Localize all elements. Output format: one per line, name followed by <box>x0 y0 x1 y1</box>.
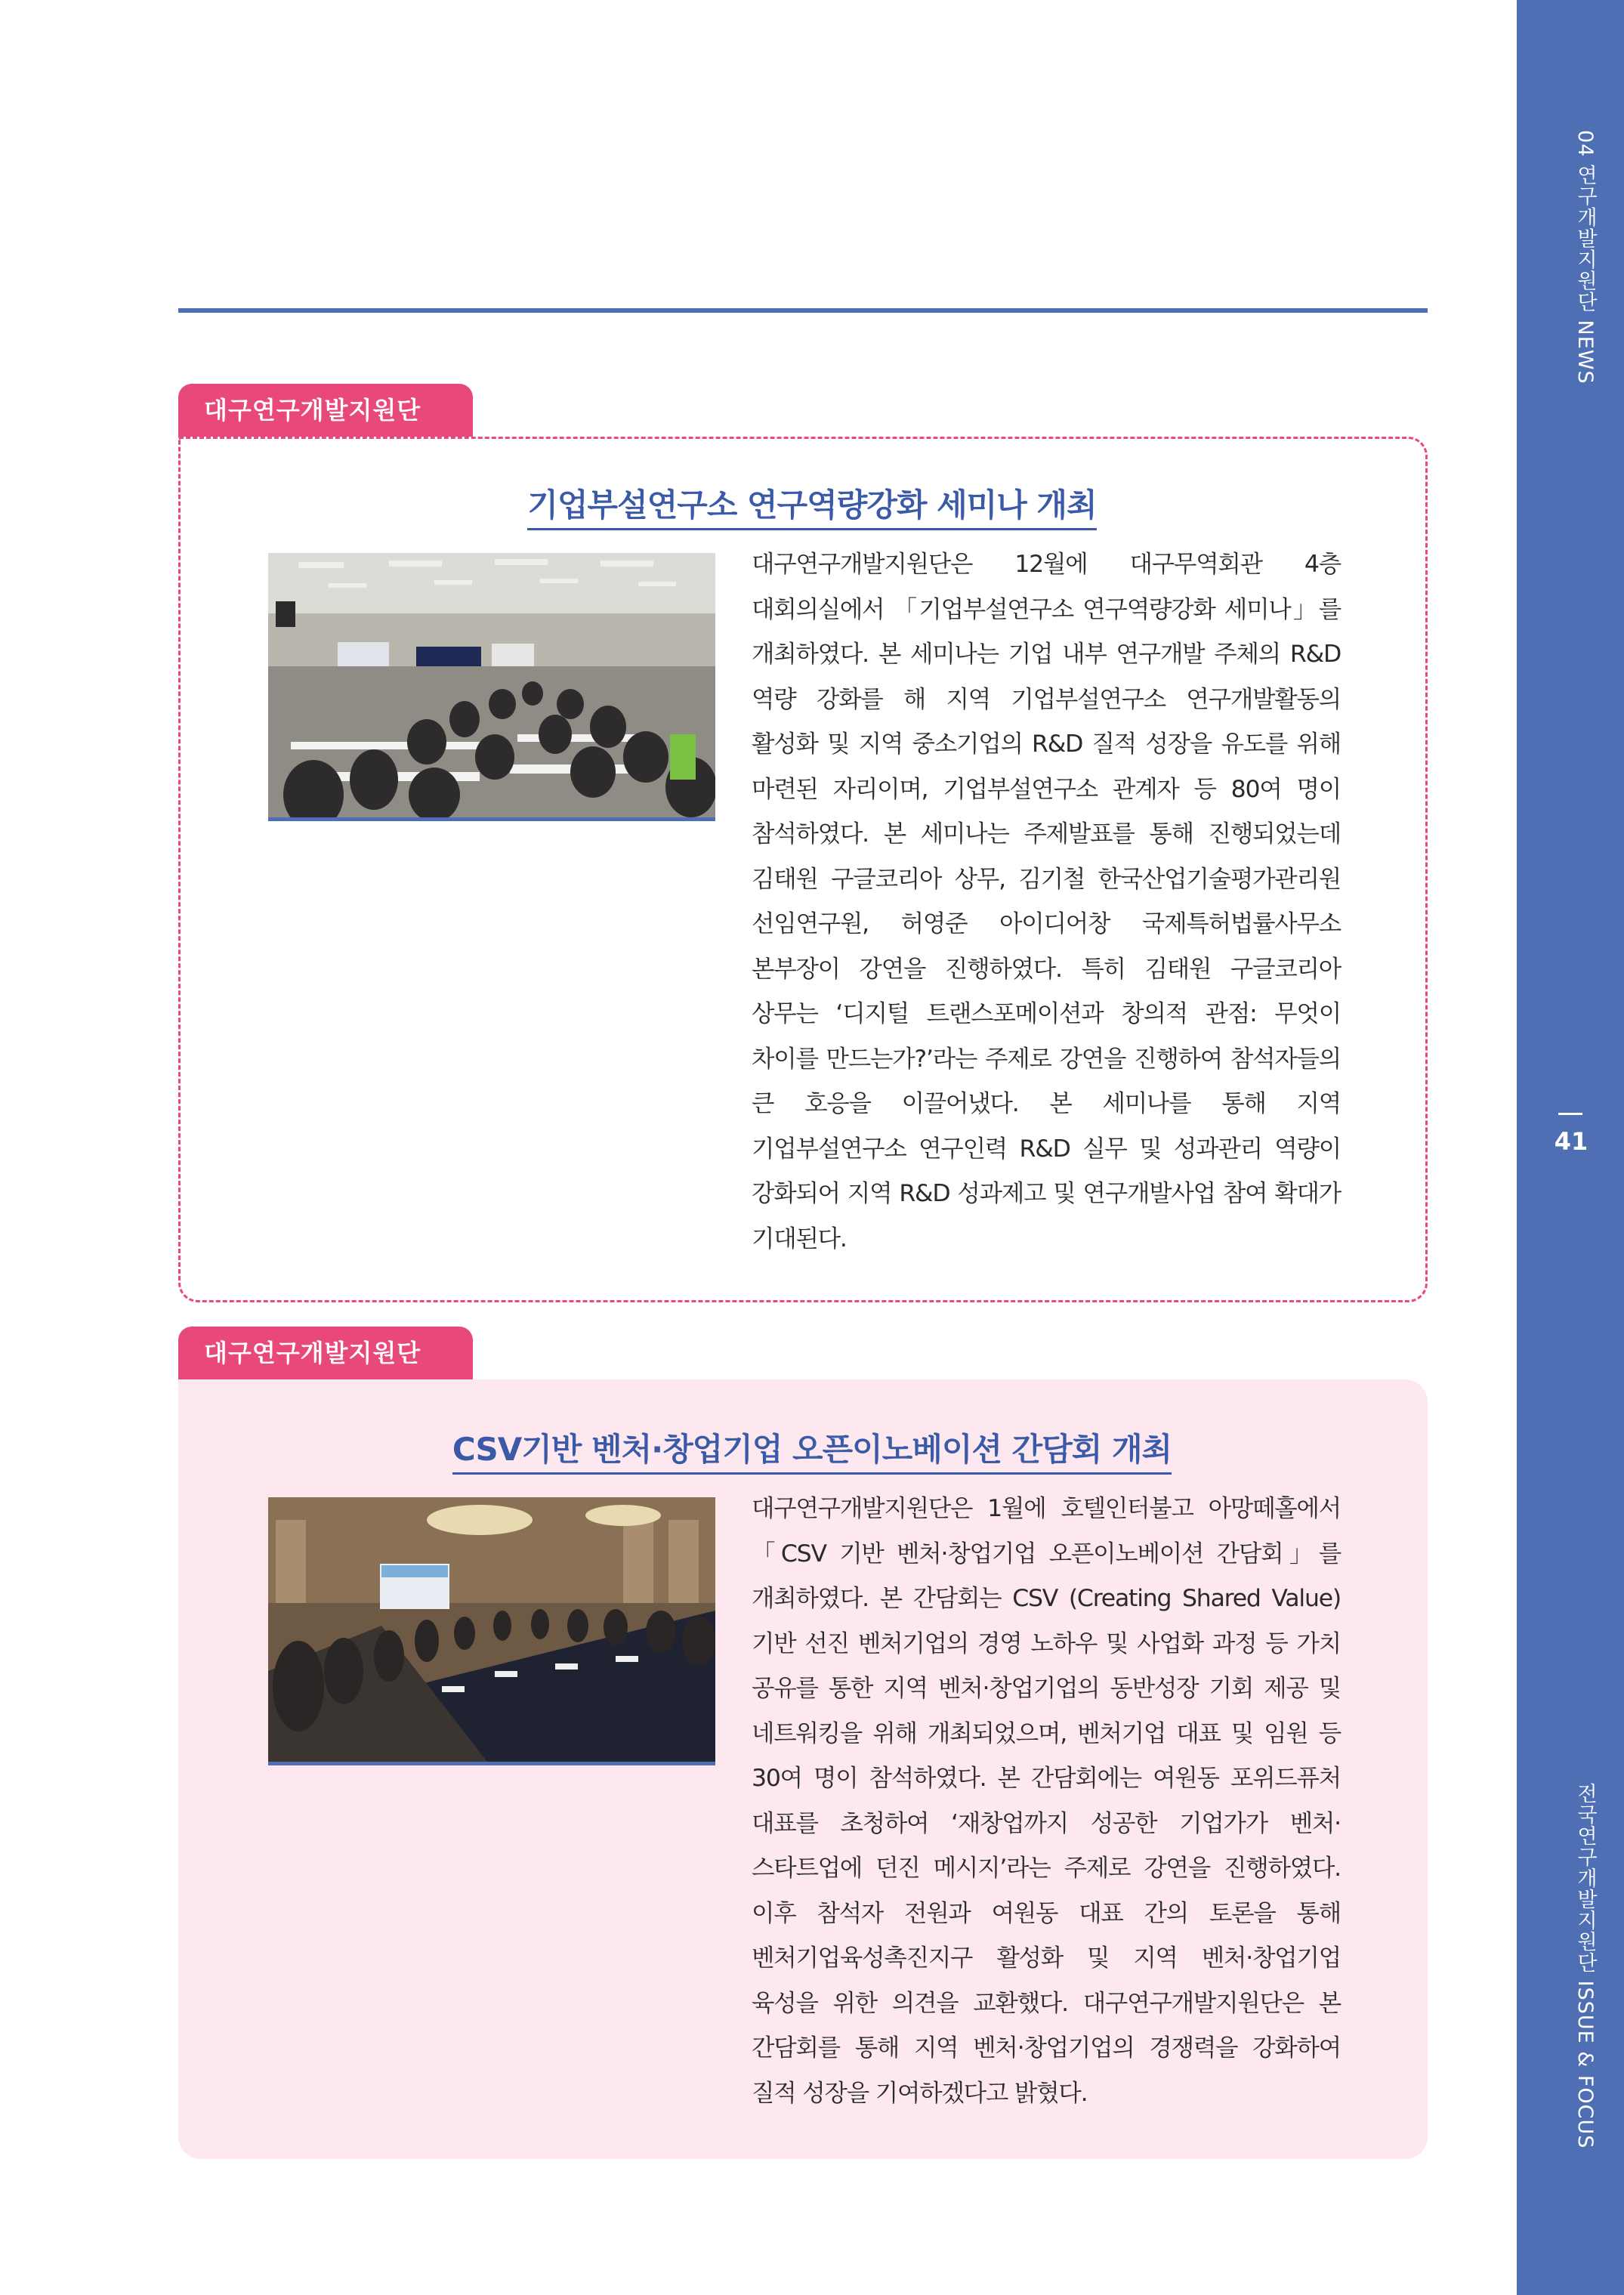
meeting-room-photo <box>268 1497 715 1762</box>
page-number: 41 <box>1554 1127 1588 1156</box>
article1-title <box>0 480 1624 526</box>
sidebar-publication-title: 전국연구개발지원단 ISSUE & FOCUS <box>1573 1783 1597 2149</box>
article1-tag: 대구연구개발지원단 <box>178 384 473 437</box>
article2-tag: 대구연구개발지원단 <box>178 1327 473 1379</box>
article1-photo <box>268 553 715 821</box>
article2-title-text: CSV기반 벤처·창업기업 오픈이노베이션 간담회 개최 <box>452 1431 1172 1475</box>
article1-title-text: 기업부설연구소 연구역량강화 세미나 개최 <box>527 486 1096 530</box>
sidebar-section-title: 04 연구개발지원단 NEWS <box>1573 130 1597 385</box>
article2-body: 대구연구개발지원단은 1월에 호텔인터불고 아망떼홀에서 「CSV 기반 벤처·창업기업 오픈이노베이션 간담회」를 개최하였다. 본 간담회는 CSV (Creating Shared Value) 기반 선진 벤처기업의 경영 노하우 및 사업화 과정 등 가치 공유를 통한 지역 벤처·창업기업의 동반성장 기회 제공 및 네트워킹을 위해 개최되었으며, 벤처기업 대표 및 임원 등 30여 명이 참석하였다. 본 간담회에는 여원동 포위드퓨처 대표를 초청하여 ‘재창업까지 성공한 기업가가 벤처·스타트업에 던진 메시지’라는 주제로 강연을 진행하였다. 이후 참석자 전원과 여원동 대표 간의 토론을 통해 벤처기업육성촉진지구 활성화 및 지역 벤처·창업기업 육성을 위한 의견을 교환했다. 대구연구개발지원단은 본 간담회를 통해 지역 벤처·창업기업의 경쟁력을 강화하여 질적 성장을 기여하겠다고 밝혔다. <box>752 1495 1341 2107</box>
article1-body: 대구연구개발지원단은 12월에 대구무역회관 4층 대회의실에서 「기업부설연구소 연구역량강화 세미나」를 개최하였다. 본 세미나는 기업 내부 연구개발 주체의 R&D 역량 강화를 해 지역 기업부설연구소 연구개발활동의 활성화 및 지역 중소기업의 R&D 질적 성장을 유도를 위해 마련된 자리이며, 기업부설연구소 관계자 등 80여 명이 참석하였다. 본 세미나는 주제발표를 통해 진행되었는데 김태원 구글코리아 상무, 김기철 한국산업기술평가관리원 선임연구원, 허영준 아이디어창 국제특허법률사무소 본부장이 강연을 진행하였다. 특히 김태원 구글코리아 상무는 ‘디지털 트랜스포메이션과 창의적 관점: 무엇이 차이를 만드는가?’라는 주제로 강연을 진행하여 참석자들의 큰 호응을 이끌어냈다. 본 세미나를 통해 지역 기업부설연구소 연구인력 R&D 실무 및 성과관리 역량이 강화되어 지역 R&D 성과제고 및 연구개발사업 참여 확대가 기대된다. <box>752 551 1341 1253</box>
top-rule <box>178 308 1428 313</box>
seminar-hall-photo <box>268 553 715 817</box>
page-number-mark <box>1558 1113 1582 1115</box>
article2-photo <box>268 1497 715 1765</box>
article2-title <box>0 1425 1624 1470</box>
